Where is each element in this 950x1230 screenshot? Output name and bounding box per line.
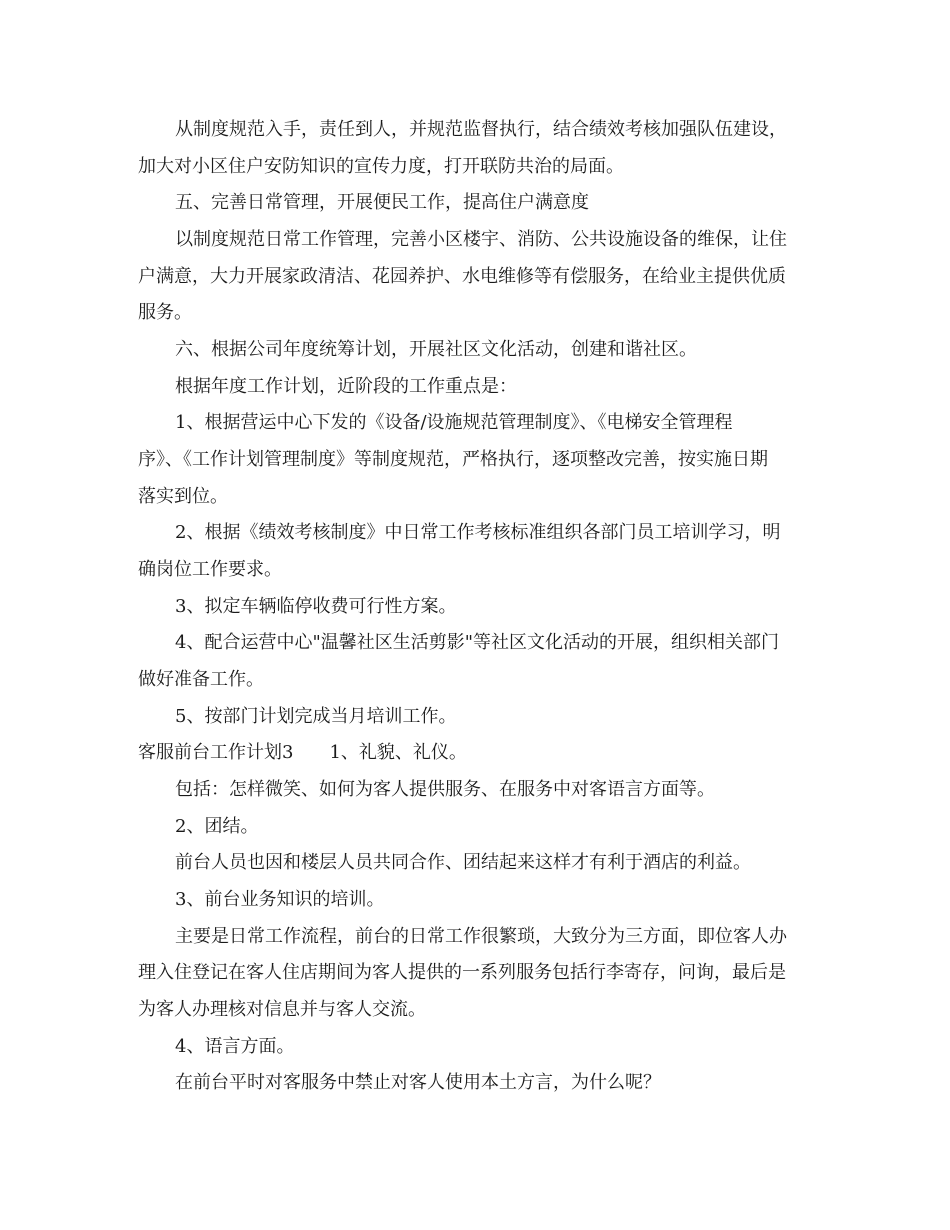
list-item: 4、配合运营中心"温馨社区生活剪影"等社区文化活动的开展，组织相关部门 — [175, 632, 780, 653]
list-item: 2、根据《绩效考核制度》中日常工作考核标准组织各部门员工培训学习，明 — [175, 522, 781, 543]
list-item: 1、根据营运中心下发的《设备/设施规范管理制度》、《电梯安全管理程 — [175, 412, 733, 433]
paragraph-line: 理入住登记在客人住店期间为客人提供的一系列服务包括行李寄存，问询，最后是 — [138, 962, 786, 983]
paragraph-line: 以制度规范日常工作管理，完善小区楼宇、消防、公共设施设备的维保，让住 — [175, 229, 787, 250]
paragraph-line: 做好准备工作。 — [138, 669, 264, 690]
paragraph-line: 在前台平时对客服务中禁止对客人使用本土方言，为什么呢？ — [175, 1072, 661, 1093]
paragraph-line: 序》、《工作计划管理制度》等制度规范，严格执行，逐项整改完善，按实施日期 — [138, 449, 768, 470]
section-heading: 六、根据公司年度统筹计划，开展社区文化活动，创建和谐社区。 — [175, 339, 697, 360]
paragraph-line: 落实到位。 — [138, 486, 228, 507]
paragraph-line: 根据年度工作计划，近阶段的工作重点是： — [175, 376, 517, 397]
paragraph-line: 服务。 — [138, 302, 192, 323]
list-item: 4、语言方面。 — [175, 1036, 295, 1057]
list-item: 3、拟定车辆临停收费可行性方案。 — [175, 596, 457, 617]
list-item: 5、按部门计划完成当月培训工作。 — [175, 706, 457, 727]
paragraph-line: 确岗位工作要求。 — [138, 559, 282, 580]
paragraph-line: 户满意，大力开展家政清洁、花园养护、水电维修等有偿服务，在给业主提供优质 — [138, 266, 786, 287]
paragraph-line: 为客人办理核对信息并与客人交流。 — [138, 999, 426, 1020]
paragraph-line: 从制度规范入手，责任到人，并规范监督执行，结合绩效考核加强队伍建设， — [175, 119, 787, 140]
list-item: 2、团结。 — [175, 816, 259, 837]
paragraph-line: 主要是日常工作流程，前台的日常工作很繁琐，大致分为三方面，即位客人办 — [175, 926, 787, 947]
list-item: 3、前台业务知识的培训。 — [175, 889, 385, 910]
section-title: 客服前台工作计划3 1、礼貌、礼仪。 — [138, 742, 467, 763]
section-heading: 五、完善日常管理，开展便民工作，提高住户满意度 — [175, 192, 589, 213]
paragraph-line: 包括：怎样微笑、如何为客人提供服务、在服务中对客语言方面等。 — [175, 779, 715, 800]
paragraph-line: 前台人员也因和楼层人员共同合作、团结起来这样才有利于酒店的利益。 — [175, 852, 751, 873]
paragraph-line: 加大对小区住户安防知识的宣传力度，打开联防共治的局面。 — [138, 156, 624, 177]
